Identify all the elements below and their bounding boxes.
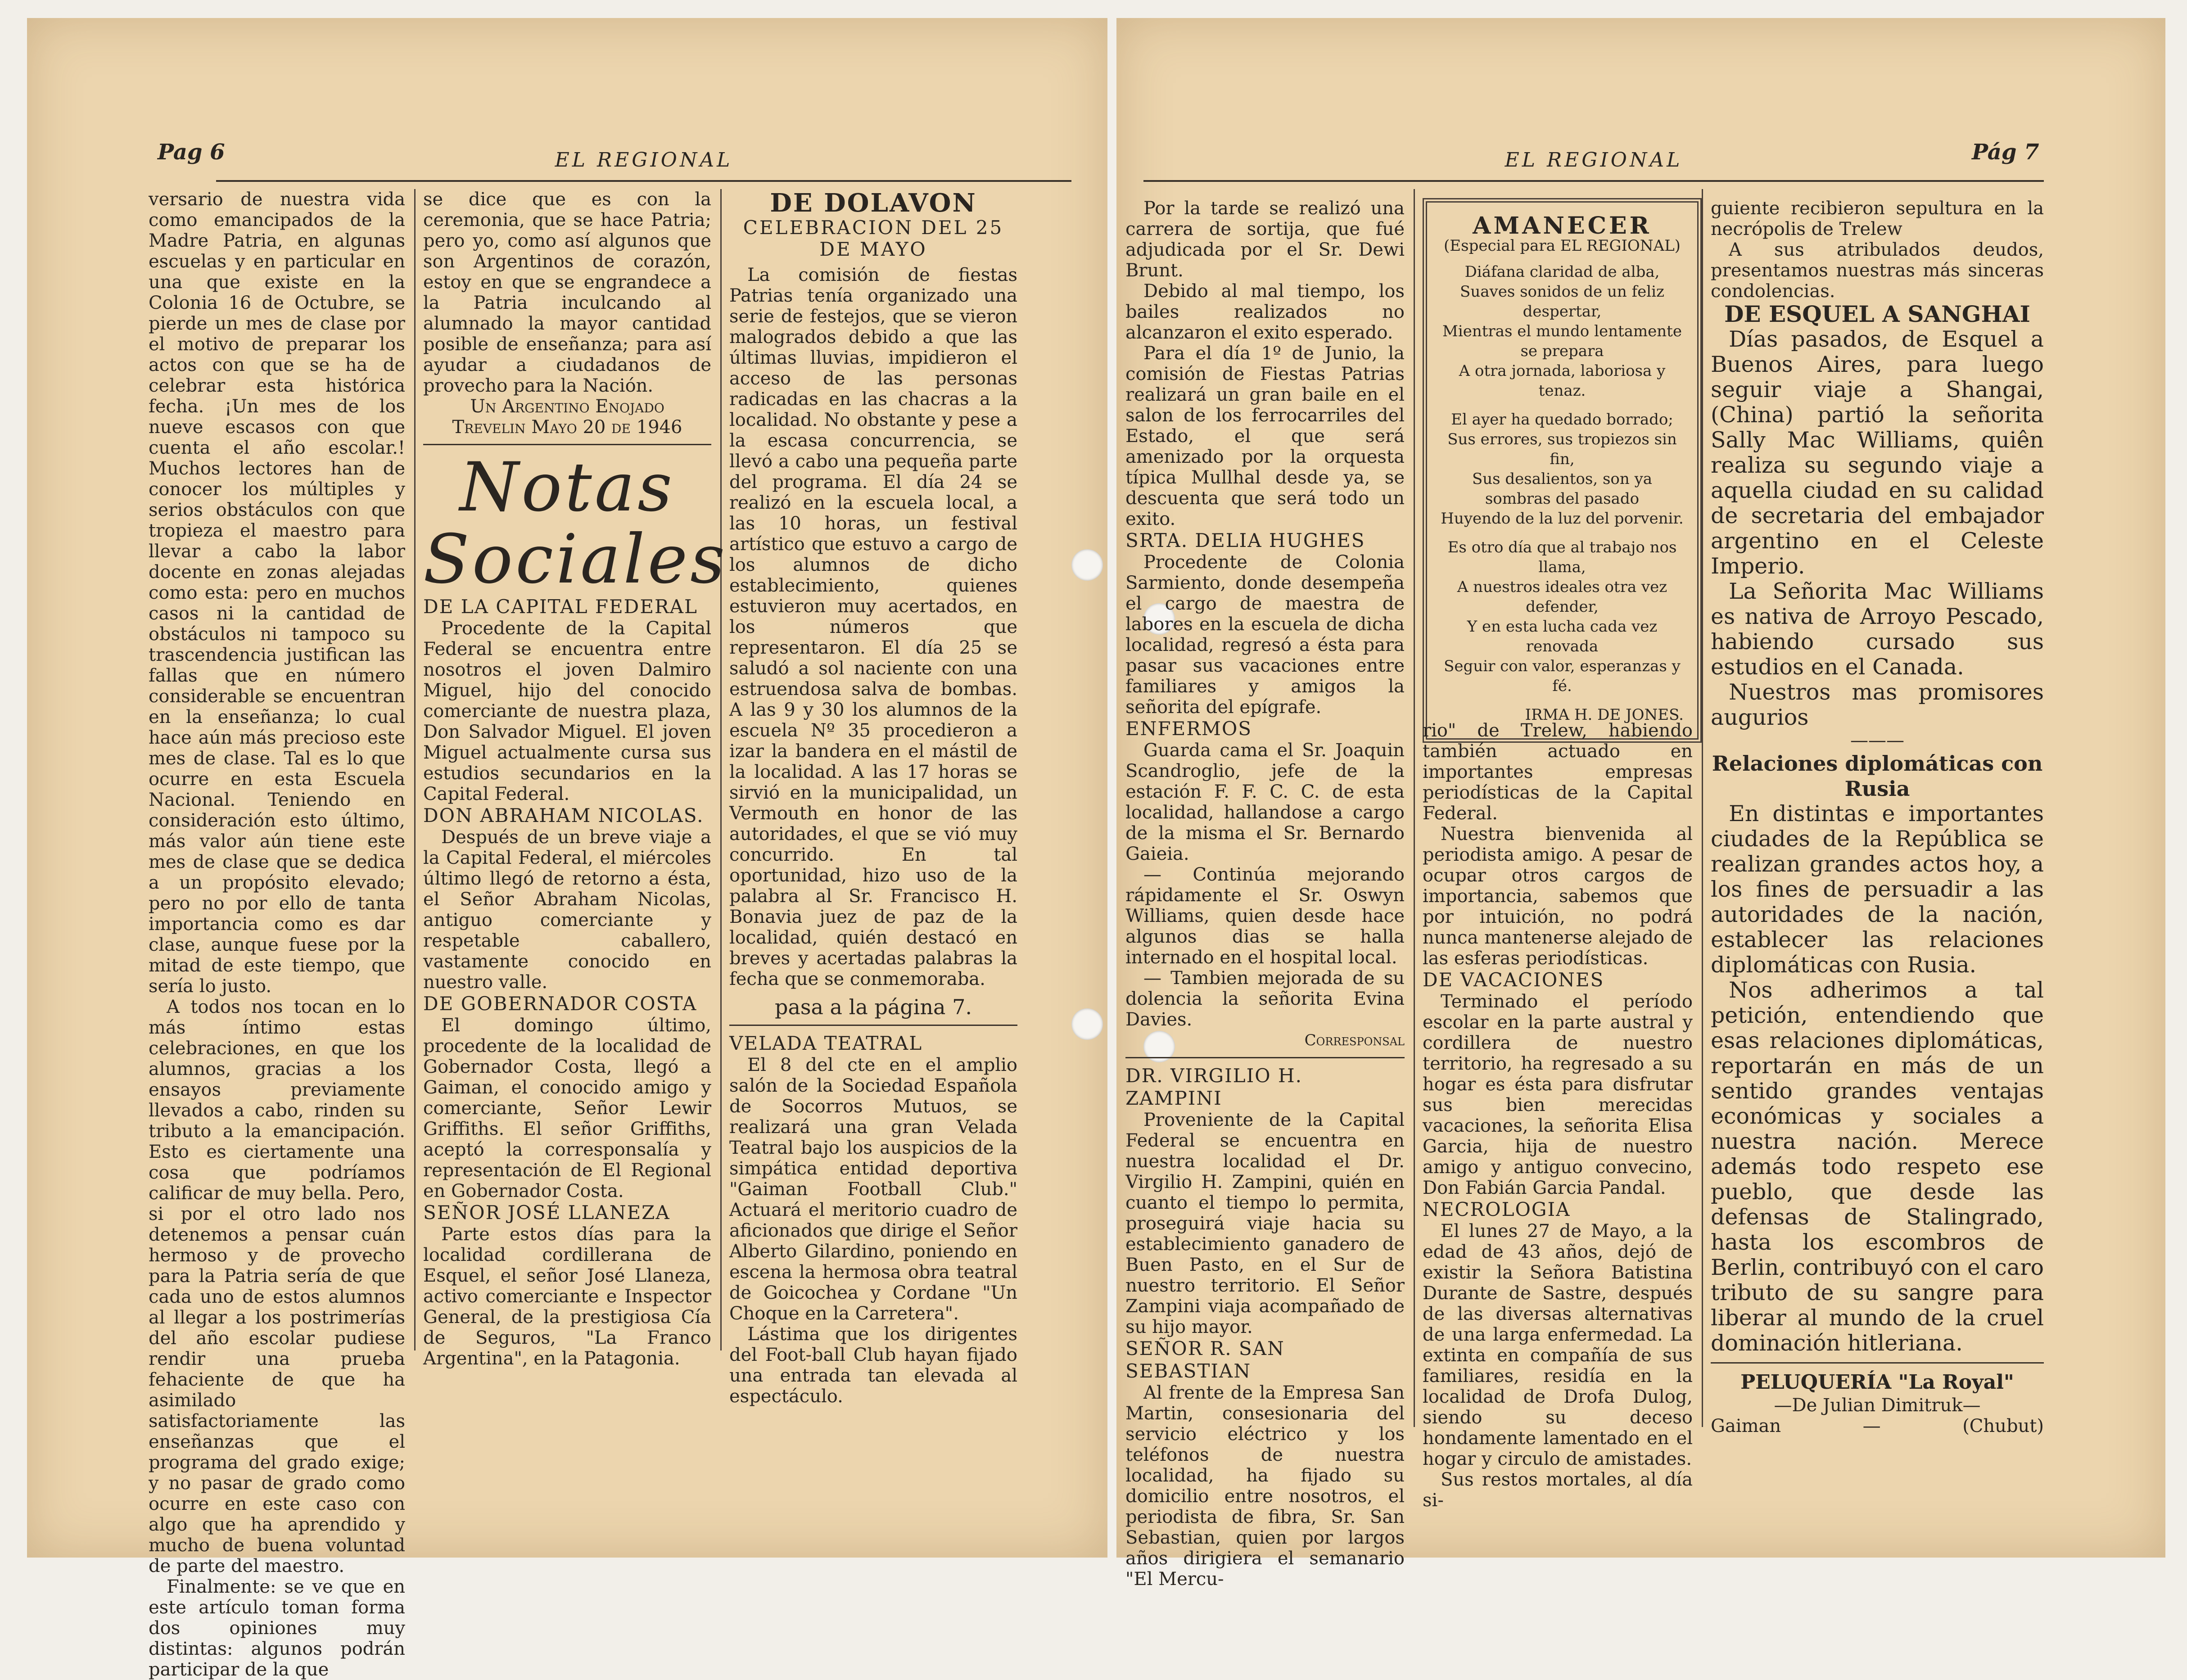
article-text: versario de nuestra vida como emancipados de la Madre Patria, en algunas escuelas y en particular en una que existe en la Colonia 16 de Octubre, se pierde un mes de clase por el motivo de preparar los actos con que se ha de celebrar esta histórica fecha. ¡Un mes de los nueve escasos con que cuenta el año escolar.! Muchos lectores han de conocer los múltiples y serios obstáculos con que tropieza el maestro para llevar a cabo la labor docente en zonas alejadas como esta: pero en muchos casos ni la cantidad de obstáculos ni tampoco su trascendencia justifican las fallas que en número considerable se encuentran en la enseñanza; lo cual hace aún más precioso este mes de clase. Tal es lo que ocurre en esta Escuela Nacional. Teniendo en consideración esto último, más valor aún tiene este mes de clase que se dedica a un propósito elevado; pero no por ello de tanta importancia como es dar clase, aunque fuese por la mitad de este tiempo, que sería lo justo. <box>149 189 405 997</box>
poem-line: Huyendo de la luz del porvenir. <box>1441 510 1684 528</box>
section-heading: DR. VIRGILIO H. ZAMPINI <box>1125 1065 1302 1109</box>
article-text: Días pasados, de Esquel a Buenos Aires, para luego seguir viaje a Shangai, (China) partió la señorita Sally Mac Williams, quiên realiza su segundo viaje a aquella ciudad en su calidad de secretaria del embajador argentino en el Celeste Imperio. <box>1711 326 2044 579</box>
column-1 <box>1125 198 1405 1590</box>
article-text: Nuestra bienvenida al periodista amigo. A pesar de ocupar otros cargos de importancia, sabemos que por intuición, no podrá nunca mantenerse alejado de las esferas periodísticas. <box>1423 824 1693 969</box>
poem-line: Mientras el mundo lentamente se prepara <box>1442 322 1682 360</box>
article-text: En distintas e importantes ciudades de la República se realizan grandes actos hoy, a los fines de persuadir a las autoridades de la nación, establecer las relaciones diplomáticas con Rusia. <box>1711 801 2044 978</box>
column-2 <box>1423 720 1693 1511</box>
section-heading: DON ABRAHAM NICOLAS. <box>423 804 704 826</box>
ad-location <box>1711 1416 2044 1436</box>
article-text: Por la tarde se realizó una carrera de sortija, que fué adjudicada por el Sr. Dewi Brunt. <box>1125 198 1405 281</box>
poem-line: A nuestros ideales otra vez defender, <box>1457 578 1667 616</box>
page-number: Pag 6 <box>158 140 225 165</box>
poem-line: El ayer ha quedado borrado; <box>1451 411 1673 429</box>
poem-line: Seguir con valor, esperanzas y fé. <box>1444 657 1681 695</box>
ad-subtitle: —De Julian Dimitruk— <box>1774 1395 1981 1416</box>
section-heading: DE LA CAPITAL FEDERAL <box>423 596 698 618</box>
article-text: Nuestros mas promisores augurios <box>1711 679 2044 730</box>
divider <box>729 1025 1017 1026</box>
dateline: Trevelin Mayo 20 de 1946 <box>452 417 682 438</box>
column-rule <box>414 189 416 1350</box>
article-text: rio" de Trelew, habiendo también actuado en importantes empresas periodísticas de la Capital Federal. <box>1423 720 1693 824</box>
article-text: Después de un breve viaje a la Capital Federal, el miércoles último llegó de retorno a ésta, el Señor Abraham Nicolas, antiguo comerciante y respetable caballero, vastamente conocido en nuestro valle. <box>423 827 711 993</box>
byline: Corresponsal <box>1304 1031 1405 1049</box>
article-text: Procedente de la Capital Federal se encuentra entre nosotros el joven Dalmiro Miguel, hijo del conocido comerciante de nuestra plaza, Don Salvador Miguel. El joven Miguel actualmente cursa sus estudios secundarios en la Capital Federal. <box>423 618 711 804</box>
article-text: El 8 del cte en el amplio salón de la Sociedad Española de Socorros Mutuos, se realizará una gran Velada Teatral bajo los auspicios de la simpática entidad deportiva "Gaiman Football Club." Actuará el meritorio cuadro de aficionados que dirige el Señor Alberto Gilardino, poniendo en escena la hermosa obra teatral de Goicochea y Cordane "Un Choque en la Carretera". <box>729 1055 1017 1324</box>
article-text: El domingo último, procedente de la localidad de Gobernador Costa, llegó a Gaiman, el conocido amigo y comerciante, Señor Lewir Griffiths. El señor Griffiths, aceptó la corresponsalía y representación de El Regional en Gobernador Costa. <box>423 1015 711 1201</box>
masthead <box>1143 140 2044 182</box>
article-text: — Continúa mejorando rápidamente el Sr. Oswyn Williams, quien desde hace algunos dias se halla internado en el hospital local. <box>1125 864 1405 968</box>
poem-line: A otra jornada, laboriosa y tenaz. <box>1459 362 1666 400</box>
article-text: La comisión de fiestas Patrias tenía organizado una serie de festejos, que se vieron malogrados debido a que las últimas lluvias, impidieron el acceso de las personas radicadas en las chacras a la localidad. No obstante y pese a la escasa concurrencia, se llevó a cabo una pequeña parte del programa. El día 24 se realizó en la escuela local, a las 10 horas, un festival artístico que estuvo a cargo de los alumnos de dicho establecimiento, quienes estuvieron muy acertados, en los números que representaron. El día 25 se saludó a sol naciente con una estruendosa salva de bombas. A las 9 y 30 los alumnos de la escuela Nº 35 procedieron a izar la bandera en el mástil de la localidad. A las 17 horas se sirvió en la municipalidad, un Vermouth en honor de las autoridades, el que se vió muy concurrido. En tal oportunidad, hizo uso de la palabra al Sr. Francisco H. Bonavia juez de paz de la localidad, quién destacó en breves y acertadas palabras la fecha que se conmemoraba. <box>729 265 1017 989</box>
signature: Un Argentino Enojado <box>470 396 664 417</box>
article-subheadline: CELEBRACION DEL 25 DE MAYO <box>743 217 1004 260</box>
section-heading: ENFERMOS <box>1125 718 1252 740</box>
divider <box>1125 1057 1405 1058</box>
column-1 <box>149 189 405 1680</box>
column-3 <box>729 189 1017 1407</box>
divider <box>423 444 711 445</box>
column-rule <box>1702 189 1703 1427</box>
masthead-title: EL REGIONAL <box>1505 149 1683 172</box>
ad-location-province: (Chubut) <box>1962 1416 2044 1436</box>
article-text: Proveniente de la Capital Federal se encuentra en nuestra localidad el Dr. Virgilio H. Zampini, quién en cuanto el tiempo lo permita, proseguirá viaje hacia su establecimiento ganadero de Buen Pasto, en el Sur de nuestro territorio. El Señor Zampini viaja acompañado de su hijo mayor. <box>1125 1110 1405 1337</box>
section-heading: VELADA TEATRAL <box>729 1032 923 1054</box>
article-headline: DE ESQUEL A SANGHAI <box>1724 301 2030 327</box>
poem-subtitle: (Especial para EL REGIONAL) <box>1444 237 1681 255</box>
poem-line: Diáfana claridad de alba, <box>1464 263 1660 281</box>
section-heading: DE VACACIONES <box>1423 969 1604 991</box>
article-text: La Señorita Mac Williams es nativa de Arroyo Pescado, habiendo cursado sus estudios en el Canada. <box>1711 578 2044 680</box>
punch-hole <box>1071 1008 1103 1040</box>
poem-line: Y en esta lucha cada vez renovada <box>1467 618 1658 655</box>
punch-hole <box>1071 549 1103 581</box>
masthead-title: EL REGIONAL <box>555 149 733 172</box>
column-2 <box>423 189 728 1369</box>
poem-author: IRMA H. DE JONES. <box>1525 706 1684 724</box>
poem-line: Suaves sonidos de un feliz despertar, <box>1460 283 1664 321</box>
divider <box>1711 1362 2044 1364</box>
dash-separator: ——— <box>1850 730 1904 751</box>
article-text: se dice que es con la ceremonia, que se hace Patria; pero yo, como así algunos que son Argentinos de corazón, estoy en que se engrandece a la Patria inculcando al alumnado la mayor cantidad posible de enseñanza; para así ayudar a ciudadanos de provecho para la Nación. <box>423 189 711 396</box>
article-text: — Tambien mejorada de su dolencia la señorita Evina Davies. <box>1125 968 1405 1030</box>
column-rule <box>720 189 722 1350</box>
article-text: Parte estos días para la localidad cordillerana de Esquel, el señor José Llaneza, activo comerciante e Inspector General, de la prestigiosa Cía de Seguros, "La Franco Argentina", en la Patagonia. <box>423 1224 711 1369</box>
left-page <box>27 18 1107 1680</box>
poem-line: Es otro día que al trabajo nos llama, <box>1447 538 1677 576</box>
article-text: guiente recibieron sepultura en la necrópolis de Trelew <box>1711 198 2044 239</box>
article-text: Terminado el período escolar en la parte austral y cordillera de nuestro territorio, ha regresado a su hogar es ésta para disfrutar sus bien merecidas vacaciones, la señorita Elisa Garcia, hija de nuestro amigo y antiguo convecino, Don Fabián Garcia Pandal. <box>1423 991 1693 1198</box>
article-text: Para el día 1º de Junio, la comisión de Fiestas Patrias realizará un gran baile en el salon de los ferrocarriles del Estado, el que será amenizado por la orquesta típica Mullhal desde ya, se descuenta que será todo un exito. <box>1125 343 1405 529</box>
column-rule <box>1414 189 1415 1427</box>
section-heading: DE GOBERNADOR COSTA <box>423 993 697 1015</box>
article-headline: DE DOLAVON <box>770 188 977 218</box>
article-text: Guarda cama el Sr. Joaquin Scandroglio, jefe de la estación F. F. C. C. de esta localidad, hallandose a cargo de la misma el Sr. Bernardo Gaieia. <box>1125 740 1405 864</box>
article-text: Debido al mal tiempo, los bailes realizados no alcanzaron el exito esperado. <box>1125 281 1405 343</box>
ad-location-town: Gaiman <box>1711 1416 1781 1436</box>
section-heading: SEÑOR R. SAN SEBASTIAN <box>1125 1337 1285 1382</box>
article-text: A sus atribulados deudos, presentamos nuestras más sinceras condolencias. <box>1711 239 2044 302</box>
article-text: Lástima que los dirigentes del Foot-ball Club hayan fijado una entrada tan elevada al espectáculo. <box>729 1324 1017 1407</box>
masthead <box>216 140 1071 182</box>
article-text: Finalmente: se ve que en este artículo toman forma dos opiniones muy distintas: algunos podrán participar de la que <box>149 1576 405 1680</box>
article-text: Al frente de la Empresa San Martin, consesionaria del servicio eléctrico y los teléfonos de nuestra localidad, ha fijado su domicilio entre nosotros, el periodista de fibra, Sr. San Sebastian, quien por largos años dirigiera el semanario "El Mercu- <box>1125 1382 1405 1590</box>
ad-title: PELUQUERÍA "La Royal" <box>1740 1371 2014 1394</box>
section-heading: SEÑOR JOSÉ LLANEZA <box>423 1201 670 1224</box>
ad-location-dash: — <box>1862 1416 1881 1436</box>
article-text: Sus restos mortales, al día si- <box>1423 1469 1693 1511</box>
section-heading: SRTA. DELIA HUGHES <box>1125 529 1365 551</box>
section-heading: NECROLOGIA <box>1423 1198 1571 1220</box>
page-number: Pág 7 <box>1972 140 2039 165</box>
continuation-note: pasa a la página 7. <box>775 995 972 1019</box>
right-page <box>1116 18 2165 1590</box>
article-text: Procedente de Colonia Sarmiento, donde desempeña el cargo de maestra de labores en la escuela de dicha localidad, regresó a ésta para pasar sus vacaciones entre familiares y amigos la señorita del epígrafe. <box>1125 552 1405 718</box>
poem-box <box>1423 198 1702 743</box>
poem-line: Sus desalientos, son ya sombras del pasado <box>1472 470 1653 508</box>
column-3 <box>1711 198 2044 1436</box>
article-text: A todos nos tocan en lo más íntimo estas celebraciones, en que los alumnos, gracias a los ensayos previamente llevados a cabo, rinden su tributo a la emancipación. Esto es ciertamente una cosa que podríamos calificar de muy bella. Pero, si por el otro lado nos detenemos a pensar cuán hermoso y de provecho para la Patria sería de que cada uno de estos alumnos al llegar a los postrimerías del año escolar pudiese rendir una prueba fehaciente de que ha asimilado satisfactoriamente las enseñanzas que el programa del grado exige; y no pasar de grado como ocurre en este caso con algo que ha aprendido y mucho de buena voluntad de parte del maestro. <box>149 997 405 1576</box>
poem-title: AMANECER <box>1473 212 1652 239</box>
article-headline: Relaciones diplomáticas con Rusia <box>1712 751 2043 801</box>
article-text: Nos adherimos a tal petición, entendiendo que esas relaciones diplomáticas, reportarán en más de un sentido grandes ventajas económicas y sociales a nuestra nación. Merece además todo respeto ese pueblo, que desde las defensas de Stalingrado, hasta los escombros de Berlin, contribuyó con el caro tributo de su sangre para liberar al mundo de la cruel dominación hitleriana. <box>1711 977 2044 1356</box>
poem-line: Sus errores, sus tropiezos sin fin, <box>1447 430 1677 468</box>
article-text: El lunes 27 de Mayo, a la edad de 43 años, dejó de existir la Señora Batistina Durante de Sastre, después de las diversas alternativas de una larga enfermedad. La extinta en compañía de sus familiares, residía en la localidad de Drofa Dulog, siendo su deceso hondamente lamentado en el hogar y circulo de amistades. <box>1423 1221 1693 1469</box>
notas-sociales-title: Notas Sociales <box>423 448 728 599</box>
